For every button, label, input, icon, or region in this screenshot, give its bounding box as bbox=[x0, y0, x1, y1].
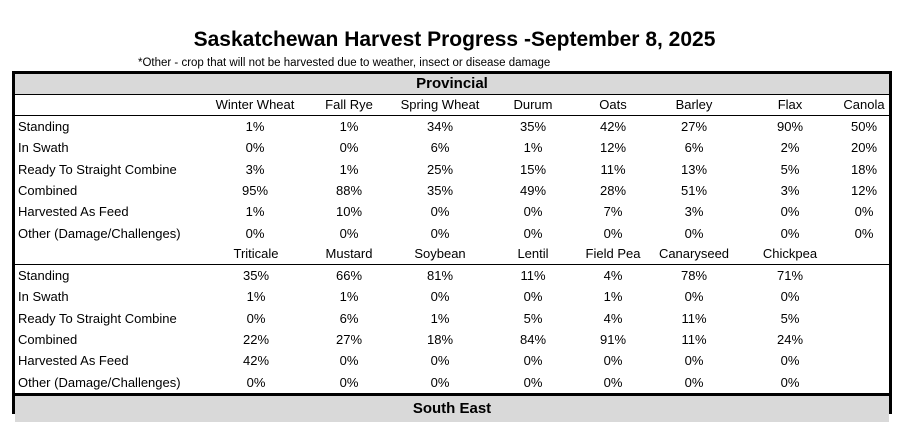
table-cell: 20% bbox=[850, 140, 878, 156]
table-cell: 3% bbox=[780, 182, 800, 198]
table-cell: 0% bbox=[523, 204, 543, 220]
table-cell: 51% bbox=[680, 182, 708, 198]
table-cell: 6% bbox=[430, 140, 450, 156]
table-cell: 91% bbox=[599, 331, 627, 347]
table-cell: 0% bbox=[339, 140, 359, 156]
column-header: Field Pea bbox=[585, 246, 641, 261]
row-label: Harvested As Feed bbox=[18, 204, 129, 220]
table-cell: 4% bbox=[603, 268, 623, 283]
table-cell: 0% bbox=[430, 204, 450, 220]
table-cell: 78% bbox=[680, 268, 708, 283]
table-cell: 2% bbox=[780, 140, 800, 156]
table-cell: 0% bbox=[603, 225, 623, 241]
table-cell: 6% bbox=[684, 140, 704, 156]
table-cell: 0% bbox=[430, 374, 450, 390]
table-cell: 5% bbox=[780, 161, 800, 177]
table-cell: 1% bbox=[245, 119, 265, 134]
table-cell: 35% bbox=[519, 119, 547, 134]
table-cell: 11% bbox=[600, 161, 626, 177]
table-cell: 0% bbox=[430, 353, 450, 369]
table-cell: 0% bbox=[523, 289, 543, 305]
table-cell: 0% bbox=[339, 353, 359, 369]
row-label: Harvested As Feed bbox=[18, 353, 129, 369]
table-cell: 1% bbox=[339, 161, 359, 177]
table-cell: 34% bbox=[426, 119, 454, 134]
report-title: Saskatchewan Harvest Progress -September 8, 2025 bbox=[193, 28, 716, 51]
table-cell: 0% bbox=[245, 140, 265, 156]
table-cell: 13% bbox=[680, 161, 708, 177]
table-cell: 15% bbox=[519, 161, 547, 177]
table-cell: 0% bbox=[684, 289, 704, 305]
column-header: Canola bbox=[843, 97, 885, 112]
row-divider bbox=[15, 115, 889, 116]
column-header: Mustard bbox=[325, 246, 373, 261]
table-cell: 0% bbox=[523, 374, 543, 390]
row-label: Ready To Straight Combine bbox=[18, 310, 177, 326]
column-header: Barley bbox=[675, 97, 713, 112]
table-cell: 0% bbox=[246, 374, 266, 390]
table-cell: 7% bbox=[603, 204, 623, 220]
column-header: Soybean bbox=[414, 246, 466, 261]
table-cell: 1% bbox=[245, 204, 265, 220]
row-label: Other (Damage/Challenges) bbox=[18, 225, 181, 241]
table-cell: 0% bbox=[780, 374, 800, 390]
row-label: In Swath bbox=[18, 140, 69, 156]
table-cell: 49% bbox=[519, 182, 547, 198]
table-cell: 0% bbox=[339, 225, 359, 241]
row-label: In Swath bbox=[18, 289, 69, 305]
table-cell: 1% bbox=[339, 119, 359, 134]
table-cell: 27% bbox=[335, 331, 363, 347]
column-header: Canaryseed bbox=[658, 246, 730, 261]
table-cell: 12% bbox=[850, 182, 878, 198]
table-cell: 0% bbox=[780, 225, 800, 241]
row-label: Standing bbox=[18, 119, 70, 134]
row-label: Combined bbox=[18, 331, 78, 347]
footnote: *Other - crop that will not be harvested due to weather, insect or disease damage bbox=[138, 57, 551, 69]
table-cell: 88% bbox=[335, 182, 363, 198]
table-cell: 0% bbox=[430, 225, 450, 241]
table-cell: 81% bbox=[426, 268, 454, 283]
table-cell: 1% bbox=[603, 289, 623, 305]
table-cell: 11% bbox=[681, 331, 707, 347]
table-cell: 84% bbox=[519, 331, 547, 347]
table-cell: 5% bbox=[523, 310, 543, 326]
table-cell: 6% bbox=[339, 310, 359, 326]
column-header: Durum bbox=[513, 97, 553, 112]
table-cell: 3% bbox=[245, 161, 265, 177]
table-cell: 22% bbox=[242, 331, 270, 347]
table-cell: 35% bbox=[242, 268, 270, 283]
table-cell: 0% bbox=[684, 353, 704, 369]
table-cell: 0% bbox=[523, 353, 543, 369]
table-cell: 0% bbox=[780, 204, 800, 220]
column-header: Oats bbox=[599, 97, 627, 112]
column-header: Triticale bbox=[233, 246, 279, 261]
row-label: Other (Damage/Challenges) bbox=[18, 374, 181, 390]
row-divider bbox=[15, 264, 889, 265]
table-cell: 27% bbox=[680, 119, 708, 134]
table-cell: 0% bbox=[684, 374, 704, 390]
table-cell: 66% bbox=[335, 268, 363, 283]
table-cell: 1% bbox=[339, 289, 359, 305]
table-cell: 71% bbox=[776, 268, 804, 283]
table-cell: 0% bbox=[603, 353, 623, 369]
table-cell: 35% bbox=[426, 182, 454, 198]
table-cell: 0% bbox=[523, 225, 543, 241]
column-header: Chickpea bbox=[762, 246, 818, 261]
table-cell: 1% bbox=[246, 289, 266, 305]
column-header: Fall Rye bbox=[325, 97, 373, 112]
table-cell: 3% bbox=[684, 204, 704, 220]
table-cell: 0% bbox=[603, 374, 623, 390]
table-cell: 1% bbox=[523, 140, 543, 156]
column-header: Winter Wheat bbox=[215, 97, 295, 112]
table-cell: 42% bbox=[242, 353, 270, 369]
table-cell: 95% bbox=[241, 182, 269, 198]
table-cell: 0% bbox=[780, 353, 800, 369]
table-cell: 1% bbox=[430, 310, 450, 326]
table-cell: 0% bbox=[854, 204, 874, 220]
table-cell: 0% bbox=[430, 289, 450, 305]
section-header-south-east: South East bbox=[15, 393, 889, 422]
table-cell: 24% bbox=[776, 331, 804, 347]
table-cell: 0% bbox=[684, 225, 704, 241]
table-cell: 90% bbox=[776, 119, 804, 134]
table-cell: 50% bbox=[850, 119, 878, 134]
table-cell: 11% bbox=[520, 268, 546, 283]
row-label: Standing bbox=[18, 268, 70, 283]
table-cell: 5% bbox=[780, 310, 800, 326]
column-header: Flax bbox=[777, 97, 803, 112]
table-cell: 0% bbox=[245, 225, 265, 241]
table-cell: 11% bbox=[681, 310, 707, 326]
table-cell: 0% bbox=[854, 225, 874, 241]
column-header: Spring Wheat bbox=[400, 97, 480, 112]
table-cell: 18% bbox=[850, 161, 878, 177]
table-cell: 25% bbox=[426, 161, 454, 177]
table-cell: 0% bbox=[246, 310, 266, 326]
table-cell: 0% bbox=[339, 374, 359, 390]
table-cell: 12% bbox=[599, 140, 627, 156]
table-cell: 4% bbox=[603, 310, 623, 326]
row-label: Ready To Straight Combine bbox=[18, 161, 177, 177]
table-cell: 10% bbox=[335, 204, 363, 220]
row-label: Combined bbox=[18, 182, 78, 198]
harvest-table bbox=[12, 71, 892, 417]
table-cell: 0% bbox=[780, 289, 800, 305]
table-cell: 18% bbox=[426, 331, 454, 347]
table-cell: 28% bbox=[599, 182, 627, 198]
column-header: Lentil bbox=[517, 246, 549, 261]
table-cell: 42% bbox=[599, 119, 627, 134]
section-header-provincial: Provincial bbox=[15, 74, 889, 95]
